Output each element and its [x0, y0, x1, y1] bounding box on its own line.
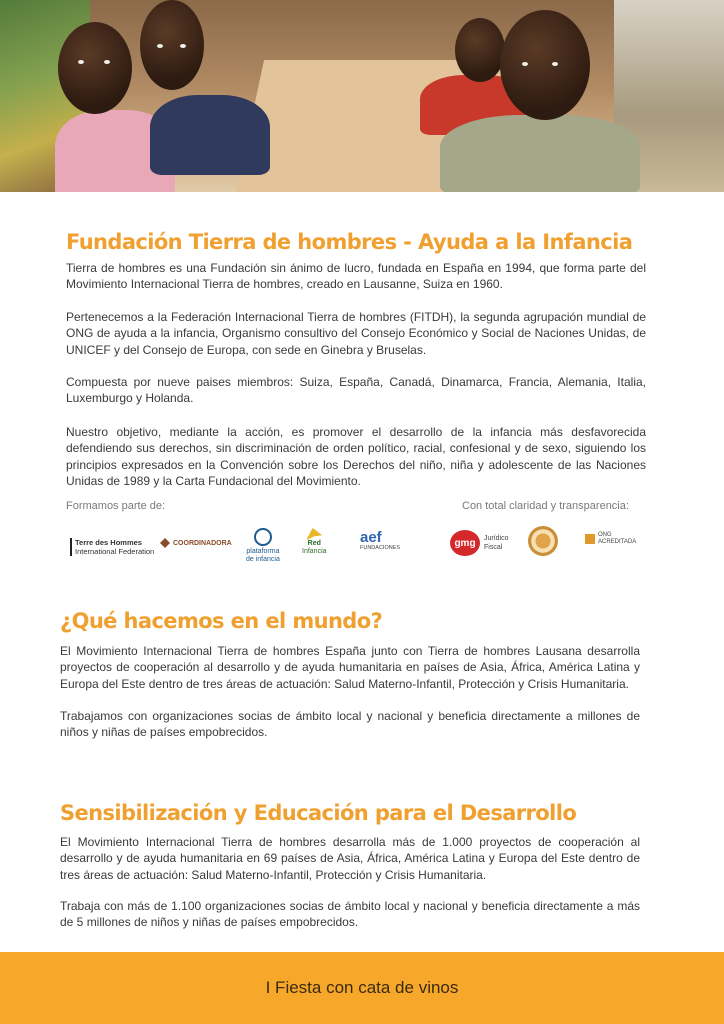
footer-text: I Fiesta con cata de vinos: [265, 978, 459, 997]
coordinadora-text: COORDINADORA: [173, 539, 232, 547]
intro-paragraph: Nuestro objetivo, mediante la acción, es promover el desarrollo de la infancia más desfavorecida defendiendo sus derechos, sin discriminación de orden político, racial, confesional y de sexo, siguiendo los principios expresados en la Convención sobre los Derechos del niño, niña y adolescente de las Naciones Unidas de 1989 y la Carta Fundacional del Movimiento.: [66, 425, 646, 489]
coordinadora-logo: [160, 538, 232, 548]
gmg-text: [484, 534, 509, 552]
footer-banner: [0, 952, 724, 1024]
partners-label: Formamos parte de:: [66, 500, 166, 512]
section-education-paragraph: Trabaja con más de 1.100 organizaciones socias de ámbito local y nacional y beneficia directamente a más de 5 millones de niños y niñas de países empobrecidos.: [60, 899, 640, 930]
red-line1: Red: [307, 540, 321, 547]
ong-line2: ACREDITADA: [598, 539, 637, 545]
intro-paragraph: Compuesta por nueve paises miembros: Suiza, España, Canadá, Dinamarca, Francia, Alemania, Italia, Luxemburgo y Holanda.: [66, 375, 646, 406]
section-world-paragraph: El Movimiento Internacional Tierra de hombres España junto con Tierra de hombres Lausana desarrolla proyectos de cooperación al desarrollo y de ayuda humanitaria en países de Asia, África, América Latina y Europa del Este dentro de tres áreas de actuación: Salud Materno-Infantil, Protección y Crisis Humanitaria.: [60, 644, 640, 691]
transparency-seal-icon: [528, 526, 558, 556]
tdh-logo-line2: International Federation: [75, 547, 155, 556]
coordinadora-mark-icon: [160, 538, 170, 548]
gmg-logo: [450, 530, 509, 556]
red-line2: Infancia: [302, 548, 327, 555]
ong-line1: ONG: [598, 532, 612, 538]
gmg-line2: Fiscal: [484, 544, 503, 551]
tdh-federation-logo: [70, 538, 154, 556]
section-education-paragraph: El Movimiento Internacional Tierra de hombres desarrolla más de 1.000 proyectos de cooperación al desarrollo y de ayuda humanitaria en 69 países de Asia, África, América Latina y Europa del Este dentro de tres áreas de actuación: Salud Materno-Infantil, Protección y Crisis Humanitaria.: [60, 835, 640, 882]
ong-text: [598, 532, 636, 546]
ong-acreditada-logo: [585, 532, 636, 546]
intro-paragraph: Tierra de hombres es una Fundación sin ánimo de lucro, fundada en España en 1994, que forma parte del Movimiento Internacional Tierra de hombres, creado en Lausanne, Suiza en 1960.: [66, 261, 646, 292]
plataforma-infancia-logo: [246, 528, 280, 564]
section-education-title: Sensibilización y Educación para el Desarrollo: [60, 801, 577, 826]
aef-logo: [360, 530, 400, 552]
transparency-label: Con total claridad y transparencia:: [462, 500, 629, 512]
aef-title: aef: [360, 529, 382, 546]
hero-photo: [0, 0, 724, 192]
tdh-logo-line1: Terre des Hommes: [75, 538, 142, 547]
plataforma-line1: plataforma: [246, 548, 280, 555]
ong-mark-icon: [585, 534, 595, 544]
section-world-paragraph: Trabajamos con organizaciones socias de ámbito local y nacional y beneficia directamente a millones de niños y niñas de países empobrecidos.: [60, 709, 640, 740]
bird-icon: [306, 528, 322, 540]
aef-subtitle: FUNDACIONES: [360, 545, 401, 551]
red-infancia-logo: [302, 528, 327, 556]
page-title: Fundación Tierra de hombres - Ayuda a la Infancia: [66, 230, 633, 255]
intro-paragraph: Pertenecemos a la Federación Internacional Tierra de hombres (FITDH), la segunda agrupación mundial de ONG de ayuda a la infancia, Organismo consultivo del Consejo Económico y Social de Naciones Unidas, de UNICEF y del Consejo de Europa, con sede en Ginebra y Bruselas.: [66, 310, 646, 357]
plataforma-circle-icon: [254, 528, 272, 546]
gmg-badge: gmg: [450, 530, 480, 556]
section-world-title: ¿Qué hacemos en el mundo?: [60, 609, 383, 634]
plataforma-line2: de infancia: [246, 556, 280, 563]
gmg-line1: Jurídico: [484, 535, 509, 542]
